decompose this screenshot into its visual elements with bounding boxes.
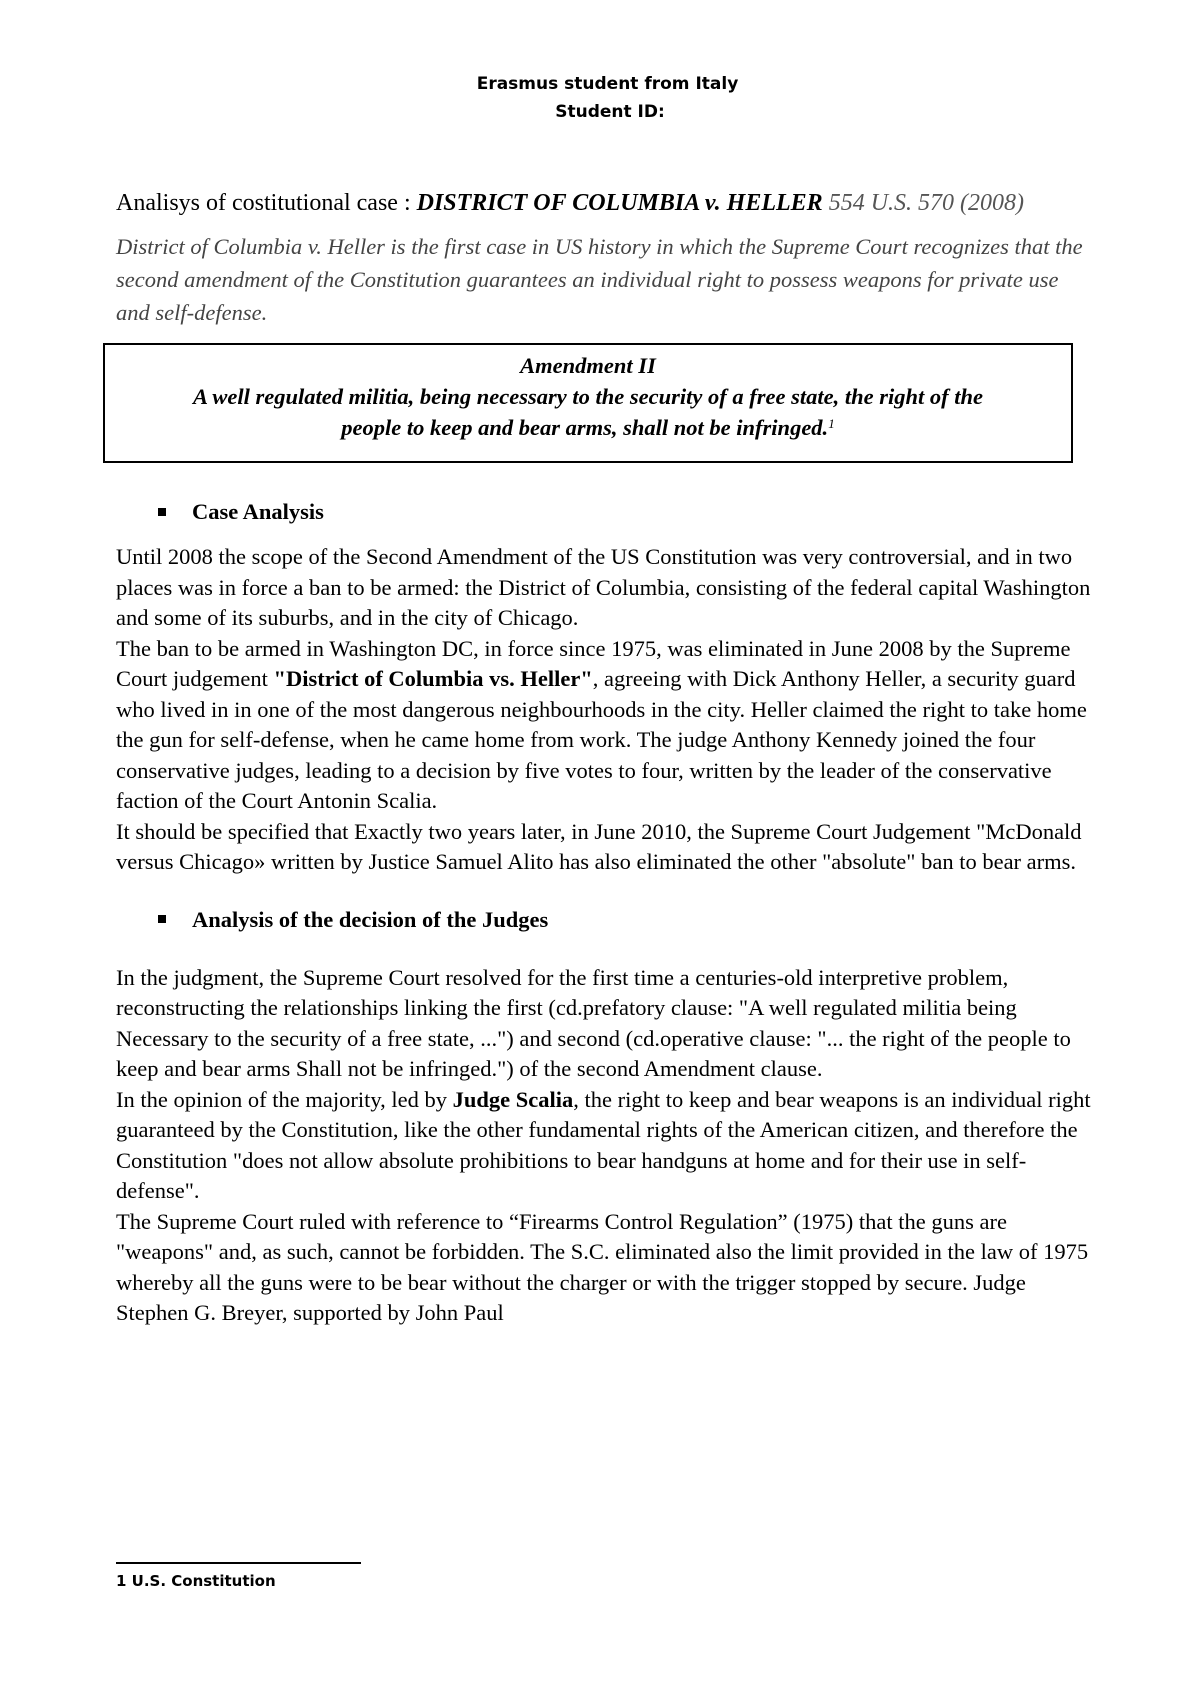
author-line: Erasmus student from Italy [476,74,739,94]
case-analysis-heading-text: Case Analysis [192,499,324,524]
case-name: DISTRICT OF COLUMBIA v. HELLER [416,190,823,216]
title-prefix: Analisys of costitutional case : [116,190,417,216]
student-id-line: Student ID: [555,102,665,122]
footnote: 1 U.S. Constitution [116,1572,276,1590]
square-bullet-icon [158,915,166,923]
case-citation: 554 U.S. 570 (2008) [822,190,1025,216]
amendment-heading: Amendment II [520,353,656,378]
square-bullet-icon [158,508,166,516]
case-analysis-paragraph-2 [116,634,1091,817]
case-analysis-paragraph-1: Until 2008 the scope of the Second Amendment of the US Constitution was very controversial, and in two places was in force a ban to be armed: the District of Columbia, consisting of the federal capital Washington and some of its suburbs, and in the city of Chicago. [116,544,1091,630]
dp2-text-after: , the right to keep and bear weapons is an individual right guaranteed by the Constitution, like the other fundamental rights of the American citizen, and therefore the Constitution "does not allow absolute prohibitions to bear handguns at home and for their use in self-defense". [116,1086,1091,1203]
amendment-text-line1: A well regulated militia, being necessary to the security of a free state, the right of the [193,384,983,409]
dp2-bold-judge: Judge Scalia [452,1086,574,1112]
analysis-title [116,186,1091,220]
decision-analysis-paragraph-1: In the judgment, the Supreme Court resolved for the first time a centuries-old interpretive problem, reconstructing the relationships linking the first (cd.prefatory clause: "A well regulated militia being Necessary to the security of a free state, ...") and second (cd.operative clause: "... the right of the people to keep and bear arms Shall not be infringed.") of the second Amendment clause. [116,964,1071,1081]
decision-analysis-heading-text: Analysis of the decision of the Judges [192,906,549,932]
dp2-text-before: In the opinion of the majority, led by [116,1086,453,1112]
amendment-text-line2 [105,412,1071,443]
p2-bold-case-name: "District of Columbia vs. Heller" [273,666,593,691]
document-body [116,186,1091,1329]
p2-text-before: The ban to be armed in Washington DC, in force since 1975, was eliminated in June 2008 by the Supreme Court judgement [116,635,1071,691]
amendment-text-line2-text: people to keep and bear arms, shall not be infringed. [341,415,829,440]
amendment-quote-box [103,343,1073,463]
case-analysis-heading [158,496,1091,527]
decision-analysis-paragraph-2 [116,1085,1091,1207]
p2-text-after: , agreeing with Dick Anthony Heller, a security guard who lived in in one of the most dangerous neighbourhoods in the city. Heller claimed the right to take home the gun for self-defense, when he came home from work. The judge Anthony Kennedy joined the four conservative judges, leading to a decision by five votes to four, written by the leader of the conservative faction of the Court Antonin Scalia. [116,666,1087,813]
footnote-separator [116,1562,361,1564]
decision-analysis-heading [158,904,1091,935]
footnote-reference: 1 [828,416,835,431]
decision-analysis-paragraph-3: The Supreme Court ruled with reference to “Firearms Control Regulation” (1975) that the guns are "weapons" and, as such, cannot be forbidden. The S.C. eliminated also the limit provided in the law of 1975 whereby all the guns were to be bear without the charger or with the trigger stopped by secure. Judge Stephen G. Breyer, supported by John Paul [116,1208,1089,1325]
document-header [0,70,1200,126]
case-analysis-paragraph-3: It should be specified that Exactly two years later, in June 2010, the Supreme Court Judgement "McDonald versus Chicago» written by Justice Samuel Alito has also eliminated the other "absolute" ban to bear arms. [116,818,1082,874]
intro-paragraph: District of Columbia v. Heller is the first case in US history in which the Supreme Court recognizes that the second amendment of the Constitution guarantees an individual right to possess weapons for private use and self-defense. [116,234,1083,325]
